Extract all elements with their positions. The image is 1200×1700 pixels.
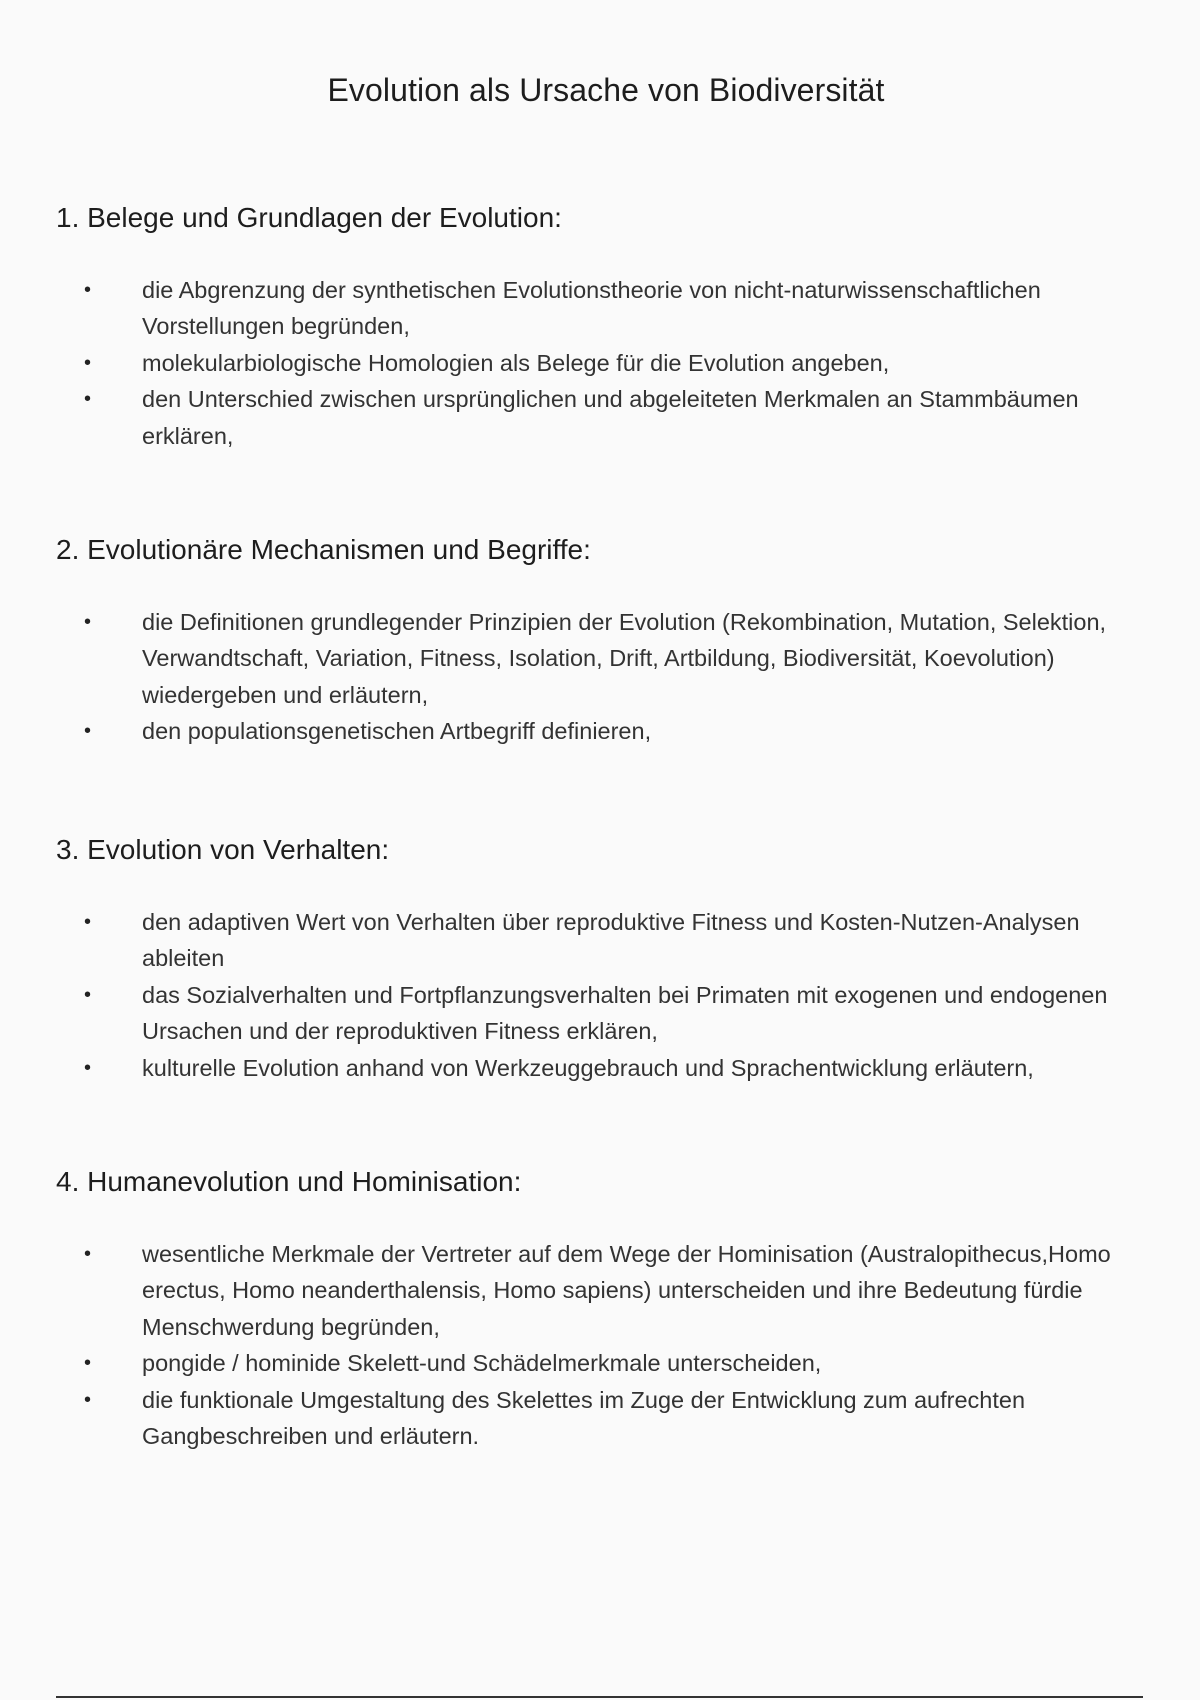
list-item-text: den adaptiven Wert von Verhalten über reproduktive Fitness und Kosten-Nutzen-Analysen ableiten xyxy=(142,909,1080,972)
section-mechanismen-begriffe xyxy=(56,530,1156,750)
section-heading: 4. Humanevolution und Hominisation: xyxy=(56,1166,522,1197)
bullet-icon: • xyxy=(84,1056,92,1079)
list-item-text: die funktionale Umgestaltung des Skelettes im Zuge der Entwicklung zum aufrechten Gangbeschreiben und erläutern. xyxy=(142,1386,1026,1450)
list-item xyxy=(56,1345,1156,1381)
bullet-icon: • xyxy=(84,720,92,743)
bullet-list xyxy=(56,904,1156,1086)
list-item-text: kulturelle Evolution anhand von Werkzeuggebrauch und Sprachentwicklung erläutern, xyxy=(142,1054,1034,1081)
section-heading: 1. Belege und Grundlagen der Evolution: xyxy=(56,202,562,233)
section-heading: 2. Evolutionäre Mechanismen und Begriffe: xyxy=(56,534,591,565)
list-item xyxy=(56,604,1156,713)
bullet-icon: • xyxy=(84,983,92,1006)
bullet-icon: • xyxy=(84,911,92,933)
list-item-text: die Definitionen grundlegender Prinzipien der Evolution (Rekombination, Mutation, Selektion, Verwandtschaft, Variation, Fitness, Isolation, Drift, Artbildung, Biodiversität, Koevolution) wiedergeben und erläutern, xyxy=(142,609,1107,708)
list-item-text: wesentliche Merkmale der Vertreter auf dem Wege der Hominisation (Australopithecus,Homo erectus, Homo neanderthalensis, Homo sapiens) unterscheiden und ihre Bedeutung fürdie Menschwerdung begründen, xyxy=(142,1241,1111,1340)
bullet-icon: • xyxy=(84,1388,92,1411)
list-item xyxy=(56,272,1156,345)
bullet-list xyxy=(56,604,1156,750)
section-verhalten xyxy=(56,830,1156,1086)
list-item-text: den Unterschied zwischen ursprünglichen und abgeleiteten Merkmalen an Stammbäumen erklären, xyxy=(142,386,1079,449)
list-item xyxy=(56,1050,1156,1086)
bullet-icon: • xyxy=(84,351,92,374)
list-item-text: das Sozialverhalten und Fortpflanzungsverhalten bei Primaten mit exogenen und endogenen Ursachen und der reproduktiven Fitness erklären, xyxy=(142,981,1108,1045)
section-belege-grundlagen xyxy=(56,198,1156,454)
list-item xyxy=(56,713,1156,749)
list-item-text: den populationsgenetischen Artbegriff definieren, xyxy=(142,718,652,745)
list-item xyxy=(56,381,1156,454)
bullet-icon: • xyxy=(84,1352,92,1375)
bullet-list xyxy=(56,1236,1156,1454)
bullet-icon: • xyxy=(84,279,92,301)
list-item xyxy=(56,345,1156,381)
list-item-text: molekularbiologische Homologien als Belege für die Evolution angeben, xyxy=(142,349,890,376)
footer-divider xyxy=(56,1696,1143,1698)
list-item xyxy=(56,977,1156,1050)
section-heading: 3. Evolution von Verhalten: xyxy=(56,834,390,865)
bullet-icon: • xyxy=(84,388,92,411)
section-humanevolution xyxy=(56,1162,1156,1454)
list-item xyxy=(56,1382,1156,1455)
bullet-icon: • xyxy=(84,611,92,633)
list-item xyxy=(56,1236,1156,1345)
bullet-list xyxy=(56,272,1156,454)
list-item-text: pongide / hominide Skelett-und Schädelmerkmale unterscheiden, xyxy=(142,1350,822,1377)
bullet-icon: • xyxy=(84,1243,92,1265)
list-item-text: die Abgrenzung der synthetischen Evolutionstheorie von nicht-naturwissenschaftlichen Vorstellungen begründen, xyxy=(142,277,1041,340)
list-item xyxy=(56,904,1156,977)
document-title: Evolution als Ursache von Biodiversität xyxy=(327,72,885,108)
